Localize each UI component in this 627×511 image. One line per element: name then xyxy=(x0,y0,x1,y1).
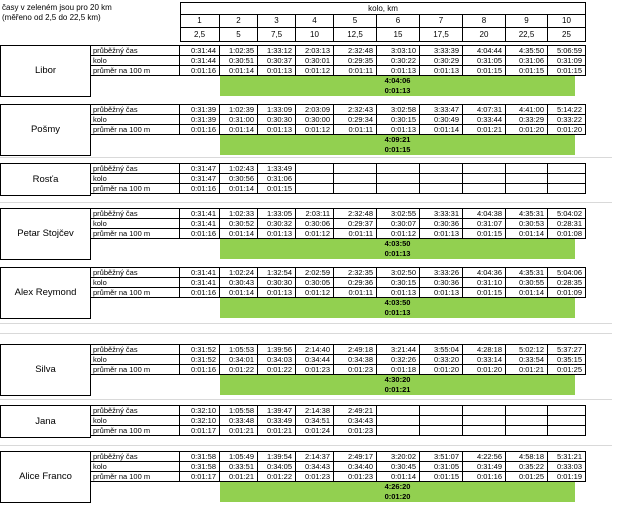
total-time: 4:09:21 xyxy=(384,135,411,145)
time-cell: 0:01:21 xyxy=(220,425,258,436)
time-cell: 0:34:51 xyxy=(296,415,334,426)
time-cell xyxy=(420,425,463,436)
time-cell: 1:33:12 xyxy=(258,45,296,56)
time-cell: 0:01:11 xyxy=(334,124,377,135)
lap-number-10: 10 xyxy=(548,15,586,28)
time-cell: 0:30:01 xyxy=(296,55,334,66)
runner-name: Rosťa xyxy=(0,163,91,196)
time-cell: 0:01:22 xyxy=(258,471,296,482)
time-cell: 0:01:12 xyxy=(377,228,420,239)
kolo-km-header: kolo, km xyxy=(180,2,586,15)
lap-number-6: 6 xyxy=(377,15,420,28)
time-cell: 0:01:14 xyxy=(420,124,463,135)
time-cell: 4:04:36 xyxy=(463,267,506,278)
time-cell: 0:30:53 xyxy=(506,218,548,229)
time-cell: 3:33:47 xyxy=(420,104,463,115)
time-cell: 0:31:44 xyxy=(180,55,220,66)
time-cell: 0:01:18 xyxy=(377,364,420,375)
time-cell: 1:39:56 xyxy=(258,344,296,355)
time-cell: 0:01:23 xyxy=(296,471,334,482)
time-cell: 0:30:06 xyxy=(296,218,334,229)
time-cell: 1:02:35 xyxy=(220,45,258,56)
time-cell: 0:01:14 xyxy=(506,287,548,298)
time-cell: 0:01:15 xyxy=(463,65,506,76)
runner-name: Libor xyxy=(0,45,91,97)
lap-km-10: 25 xyxy=(548,28,586,42)
time-cell: 4:35:31 xyxy=(506,208,548,219)
row-label-kolo: kolo xyxy=(91,461,180,472)
time-cell: 3:03:10 xyxy=(377,45,420,56)
time-cell: 0:34:03 xyxy=(258,354,296,365)
time-cell: 0:01:14 xyxy=(220,287,258,298)
time-cell: 0:32:26 xyxy=(377,354,420,365)
time-cell: 0:30:55 xyxy=(506,277,548,288)
row-label-prumer: průměr na 100 m xyxy=(91,65,180,76)
time-cell xyxy=(296,183,334,194)
time-cell: 0:01:13 xyxy=(420,287,463,298)
time-cell: 0:33:22 xyxy=(548,114,586,125)
time-cell: 0:30:30 xyxy=(258,114,296,125)
time-cell: 0:33:14 xyxy=(463,354,506,365)
time-cell: 3:20:02 xyxy=(377,451,420,462)
time-cell: 1:05:49 xyxy=(220,451,258,462)
total-time: 4:04:06 xyxy=(384,76,411,86)
time-cell: 0:01:15 xyxy=(463,228,506,239)
time-cell: 0:34:01 xyxy=(220,354,258,365)
time-cell: 1:33:05 xyxy=(258,208,296,219)
total-average: 0:01:20 xyxy=(384,492,411,502)
lap-number-7: 7 xyxy=(420,15,463,28)
time-cell: 0:01:21 xyxy=(258,425,296,436)
time-cell: 0:33:54 xyxy=(506,354,548,365)
time-cell: 0:01:12 xyxy=(296,287,334,298)
time-cell: 0:01:22 xyxy=(258,364,296,375)
time-cell: 0:01:25 xyxy=(548,364,586,375)
time-cell: 0:28:35 xyxy=(548,277,586,288)
time-cell xyxy=(548,183,586,194)
time-cell: 2:49:18 xyxy=(334,344,377,355)
time-cell: 0:01:20 xyxy=(548,124,586,135)
time-cell: 0:30:32 xyxy=(258,218,296,229)
time-cell: 0:29:35 xyxy=(334,55,377,66)
time-cell: 0:01:16 xyxy=(180,183,220,194)
time-cell: 0:01:13 xyxy=(377,65,420,76)
title-line-1: časy v zeleném jsou pro 20 km xyxy=(2,2,112,12)
time-cell: 0:30:51 xyxy=(220,55,258,66)
time-cell: 0:01:15 xyxy=(548,65,586,76)
total-average: 0:01:13 xyxy=(384,86,411,96)
row-label-prumer: průměr na 100 m xyxy=(91,287,180,298)
time-cell: 0:31:39 xyxy=(180,104,220,115)
time-cell: 0:32:10 xyxy=(180,405,220,416)
time-cell: 0:30:45 xyxy=(377,461,420,472)
time-cell: 0:31:10 xyxy=(463,277,506,288)
time-cell: 0:01:21 xyxy=(220,471,258,482)
lap-km-6: 15 xyxy=(377,28,420,42)
time-cell: 0:01:16 xyxy=(180,228,220,239)
time-cell: 0:30:43 xyxy=(220,277,258,288)
time-cell: 3:55:04 xyxy=(420,344,463,355)
time-cell: 0:31:52 xyxy=(180,354,220,365)
time-cell: 0:30:07 xyxy=(377,218,420,229)
time-cell: 0:33:44 xyxy=(463,114,506,125)
time-cell: 0:01:23 xyxy=(334,425,377,436)
time-cell: 0:01:16 xyxy=(180,65,220,76)
time-cell xyxy=(420,183,463,194)
time-cell: 0:31:52 xyxy=(180,344,220,355)
runner-name: Pošmy xyxy=(0,104,91,156)
time-cell: 0:01:13 xyxy=(258,228,296,239)
time-cell: 0:33:51 xyxy=(220,461,258,472)
time-cell: 0:30:36 xyxy=(420,277,463,288)
time-cell: 0:30:15 xyxy=(377,277,420,288)
time-cell: 4:28:18 xyxy=(463,344,506,355)
time-cell xyxy=(506,425,548,436)
separator-line xyxy=(0,157,612,158)
time-cell: 0:01:23 xyxy=(296,364,334,375)
time-cell: 0:33:20 xyxy=(420,354,463,365)
lap-number-3: 3 xyxy=(258,15,296,28)
time-cell: 0:01:17 xyxy=(180,425,220,436)
time-cell: 0:35:15 xyxy=(548,354,586,365)
separator-line xyxy=(0,323,612,324)
runner-name: Alex Reymond xyxy=(0,267,91,319)
time-cell: 1:02:24 xyxy=(220,267,258,278)
time-cell: 0:01:12 xyxy=(296,65,334,76)
time-cell: 0:31:58 xyxy=(180,451,220,462)
time-cell: 0:01:13 xyxy=(420,65,463,76)
time-cell: 0:01:12 xyxy=(296,228,334,239)
row-label-prubezny: průběžný čas xyxy=(91,104,180,115)
time-cell: 5:04:02 xyxy=(548,208,586,219)
time-cell: 0:30:15 xyxy=(377,114,420,125)
time-cell: 1:02:43 xyxy=(220,163,258,174)
time-cell: 0:01:11 xyxy=(334,287,377,298)
time-cell: 0:31:47 xyxy=(180,173,220,184)
time-cell xyxy=(377,425,420,436)
time-cell: 0:01:15 xyxy=(463,287,506,298)
time-cell: 5:14:22 xyxy=(548,104,586,115)
time-cell: 0:33:49 xyxy=(258,415,296,426)
separator-line xyxy=(0,399,612,400)
lap-number-4: 4 xyxy=(296,15,334,28)
time-cell: 0:01:20 xyxy=(420,364,463,375)
time-cell: 0:01:23 xyxy=(334,471,377,482)
row-label-prubezny: průběžný čas xyxy=(91,451,180,462)
time-cell: 0:01:09 xyxy=(548,287,586,298)
time-cell: 0:31:58 xyxy=(180,461,220,472)
time-cell: 0:01:13 xyxy=(377,287,420,298)
time-cell: 2:32:48 xyxy=(334,45,377,56)
time-cell: 1:39:54 xyxy=(258,451,296,462)
row-label-prubezny: průběžný čas xyxy=(91,405,180,416)
time-cell: 0:01:21 xyxy=(506,364,548,375)
time-cell: 0:29:36 xyxy=(334,277,377,288)
total-time: 4:30:20 xyxy=(384,375,411,385)
time-cell: 0:31:06 xyxy=(506,55,548,66)
time-cell xyxy=(377,183,420,194)
time-cell: 4:41:00 xyxy=(506,104,548,115)
time-cell: 0:01:14 xyxy=(220,228,258,239)
row-label-prumer: průměr na 100 m xyxy=(91,364,180,375)
time-cell: 1:33:09 xyxy=(258,104,296,115)
time-cell: 0:34:43 xyxy=(334,415,377,426)
row-label-prubezny: průběžný čas xyxy=(91,267,180,278)
total-time: 4:03:50 xyxy=(384,298,411,308)
time-cell: 0:30:37 xyxy=(258,55,296,66)
total-average: 0:01:21 xyxy=(384,385,411,395)
time-cell: 0:31:00 xyxy=(220,114,258,125)
lap-number-5: 5 xyxy=(334,15,377,28)
time-cell: 2:49:21 xyxy=(334,405,377,416)
time-cell: 0:32:10 xyxy=(180,415,220,426)
time-cell: 3:02:50 xyxy=(377,267,420,278)
runner-name: Petar Stojčev xyxy=(0,208,91,260)
time-cell xyxy=(506,183,548,194)
time-cell: 1:05:58 xyxy=(220,405,258,416)
time-cell: 0:01:14 xyxy=(220,183,258,194)
time-cell: 0:31:41 xyxy=(180,267,220,278)
row-label-kolo: kolo xyxy=(91,277,180,288)
time-cell: 0:01:11 xyxy=(334,65,377,76)
time-cell: 0:01:16 xyxy=(463,471,506,482)
time-cell: 1:02:39 xyxy=(220,104,258,115)
time-cell xyxy=(334,183,377,194)
time-cell: 0:31:44 xyxy=(180,45,220,56)
row-label-prumer: průměr na 100 m xyxy=(91,228,180,239)
time-cell: 0:01:20 xyxy=(506,124,548,135)
time-cell: 0:31:06 xyxy=(258,173,296,184)
row-label-prubezny: průběžný čas xyxy=(91,163,180,174)
time-cell: 2:32:43 xyxy=(334,104,377,115)
time-cell: 5:31:21 xyxy=(548,451,586,462)
time-cell: 3:02:55 xyxy=(377,208,420,219)
time-cell: 0:30:22 xyxy=(377,55,420,66)
time-cell: 0:31:47 xyxy=(180,163,220,174)
time-cell: 0:01:16 xyxy=(180,124,220,135)
time-cell: 0:33:29 xyxy=(506,114,548,125)
time-cell: 0:01:21 xyxy=(463,124,506,135)
lap-km-3: 7,5 xyxy=(258,28,296,42)
runner-name: Jana xyxy=(0,405,91,438)
time-cell: 0:01:15 xyxy=(258,183,296,194)
time-cell: 0:31:41 xyxy=(180,218,220,229)
lap-number-9: 9 xyxy=(506,15,548,28)
total-average: 0:01:13 xyxy=(384,249,411,259)
row-label-kolo: kolo xyxy=(91,218,180,229)
time-cell: 4:04:44 xyxy=(463,45,506,56)
time-cell: 0:31:05 xyxy=(420,461,463,472)
time-cell: 0:34:40 xyxy=(334,461,377,472)
time-cell xyxy=(463,183,506,194)
time-cell: 0:30:30 xyxy=(258,277,296,288)
time-cell: 0:01:14 xyxy=(506,228,548,239)
lap-km-4: 10 xyxy=(296,28,334,42)
title-line-2: (měřeno od 2,5 do 22,5 km) xyxy=(2,12,101,22)
time-cell: 4:58:18 xyxy=(506,451,548,462)
time-cell: 0:33:48 xyxy=(220,415,258,426)
lap-number-8: 8 xyxy=(463,15,506,28)
time-cell: 0:29:34 xyxy=(334,114,377,125)
time-cell: 4:07:31 xyxy=(463,104,506,115)
time-cell: 0:01:13 xyxy=(258,65,296,76)
time-cell: 2:14:37 xyxy=(296,451,334,462)
time-cell: 0:34:43 xyxy=(296,461,334,472)
separator-line xyxy=(0,333,612,334)
time-cell: 3:33:26 xyxy=(420,267,463,278)
time-cell: 0:35:22 xyxy=(506,461,548,472)
time-cell: 0:01:13 xyxy=(258,287,296,298)
time-cell: 0:31:05 xyxy=(463,55,506,66)
time-cell: 0:01:08 xyxy=(548,228,586,239)
time-cell: 4:04:38 xyxy=(463,208,506,219)
time-cell: 0:01:25 xyxy=(506,471,548,482)
time-cell: 0:01:20 xyxy=(463,364,506,375)
time-cell: 0:01:14 xyxy=(220,65,258,76)
time-cell: 1:32:54 xyxy=(258,267,296,278)
time-cell: 2:32:35 xyxy=(334,267,377,278)
row-label-kolo: kolo xyxy=(91,114,180,125)
time-cell: 2:02:59 xyxy=(296,267,334,278)
time-cell: 0:01:15 xyxy=(420,471,463,482)
time-cell: 5:37:27 xyxy=(548,344,586,355)
time-cell: 0:34:38 xyxy=(334,354,377,365)
time-cell: 0:28:31 xyxy=(548,218,586,229)
time-cell: 5:04:06 xyxy=(548,267,586,278)
row-label-prumer: průměr na 100 m xyxy=(91,471,180,482)
runner-name: Alice Franco xyxy=(0,451,91,503)
separator-line xyxy=(0,202,612,203)
lap-km-7: 17,5 xyxy=(420,28,463,42)
time-cell: 0:34:44 xyxy=(296,354,334,365)
time-cell: 0:31:49 xyxy=(463,461,506,472)
time-cell: 0:01:13 xyxy=(420,228,463,239)
time-cell: 0:01:16 xyxy=(180,287,220,298)
time-cell: 1:39:47 xyxy=(258,405,296,416)
time-cell: 0:01:15 xyxy=(506,65,548,76)
time-cell xyxy=(463,425,506,436)
time-cell: 0:31:41 xyxy=(180,277,220,288)
time-cell: 0:29:37 xyxy=(334,218,377,229)
runner-name: Silva xyxy=(0,344,91,396)
time-cell: 0:01:14 xyxy=(377,471,420,482)
time-cell: 0:34:05 xyxy=(258,461,296,472)
header-left-border xyxy=(180,15,181,42)
time-cell: 5:06:59 xyxy=(548,45,586,56)
time-cell: 0:30:52 xyxy=(220,218,258,229)
total-time: 4:03:50 xyxy=(384,239,411,249)
row-label-prubezny: průběžný čas xyxy=(91,208,180,219)
time-cell: 0:01:11 xyxy=(334,228,377,239)
row-label-kolo: kolo xyxy=(91,415,180,426)
lap-number-2: 2 xyxy=(220,15,258,28)
time-cell: 2:32:48 xyxy=(334,208,377,219)
time-cell: 0:30:05 xyxy=(296,277,334,288)
time-cell: 0:33:03 xyxy=(548,461,586,472)
time-cell: 0:01:23 xyxy=(334,364,377,375)
time-cell: 0:30:36 xyxy=(420,218,463,229)
time-cell: 0:31:07 xyxy=(463,218,506,229)
time-cell: 4:35:50 xyxy=(506,45,548,56)
time-cell: 0:01:12 xyxy=(296,124,334,135)
row-label-prumer: průměr na 100 m xyxy=(91,183,180,194)
row-label-kolo: kolo xyxy=(91,55,180,66)
total-time: 4:26:20 xyxy=(384,482,411,492)
time-cell: 0:01:13 xyxy=(377,124,420,135)
time-cell: 0:01:13 xyxy=(258,124,296,135)
time-cell: 2:14:38 xyxy=(296,405,334,416)
row-label-prubezny: průběžný čas xyxy=(91,45,180,56)
time-cell: 1:05:53 xyxy=(220,344,258,355)
time-cell: 0:31:09 xyxy=(548,55,586,66)
time-cell xyxy=(548,425,586,436)
time-cell: 0:30:29 xyxy=(420,55,463,66)
time-cell: 0:30:00 xyxy=(296,114,334,125)
time-cell: 0:31:41 xyxy=(180,208,220,219)
lap-km-8: 20 xyxy=(463,28,506,42)
time-cell: 2:03:11 xyxy=(296,208,334,219)
time-cell: 0:30:56 xyxy=(220,173,258,184)
time-cell: 0:31:39 xyxy=(180,114,220,125)
time-cell: 0:30:49 xyxy=(420,114,463,125)
row-label-kolo: kolo xyxy=(91,173,180,184)
row-label-kolo: kolo xyxy=(91,354,180,365)
time-cell: 4:35:31 xyxy=(506,267,548,278)
time-cell: 0:01:19 xyxy=(548,471,586,482)
lap-km-1: 2,5 xyxy=(180,28,220,42)
row-label-prumer: průměr na 100 m xyxy=(91,425,180,436)
total-average: 0:01:15 xyxy=(384,145,411,155)
time-cell: 5:02:12 xyxy=(506,344,548,355)
time-cell: 2:49:17 xyxy=(334,451,377,462)
time-cell: 2:14:40 xyxy=(296,344,334,355)
time-cell: 1:33:49 xyxy=(258,163,296,174)
time-cell: 0:01:16 xyxy=(180,364,220,375)
time-cell: 0:01:24 xyxy=(296,425,334,436)
time-cell: 3:51:07 xyxy=(420,451,463,462)
lap-km-9: 22,5 xyxy=(506,28,548,42)
time-cell: 3:33:39 xyxy=(420,45,463,56)
time-cell: 3:21:44 xyxy=(377,344,420,355)
row-label-prubezny: průběžný čas xyxy=(91,344,180,355)
lap-km-5: 12,5 xyxy=(334,28,377,42)
time-cell: 2:03:09 xyxy=(296,104,334,115)
time-cell: 0:01:14 xyxy=(220,124,258,135)
lap-number-1: 1 xyxy=(180,15,220,28)
separator-line xyxy=(0,445,612,446)
total-average: 0:01:13 xyxy=(384,308,411,318)
time-cell: 3:02:58 xyxy=(377,104,420,115)
time-cell: 0:01:17 xyxy=(180,471,220,482)
row-label-prumer: průměr na 100 m xyxy=(91,124,180,135)
time-cell: 3:33:31 xyxy=(420,208,463,219)
time-cell: 4:22:56 xyxy=(463,451,506,462)
time-cell: 1:02:33 xyxy=(220,208,258,219)
time-cell: 2:03:13 xyxy=(296,45,334,56)
time-cell: 0:01:22 xyxy=(220,364,258,375)
lap-km-2: 5 xyxy=(220,28,258,42)
